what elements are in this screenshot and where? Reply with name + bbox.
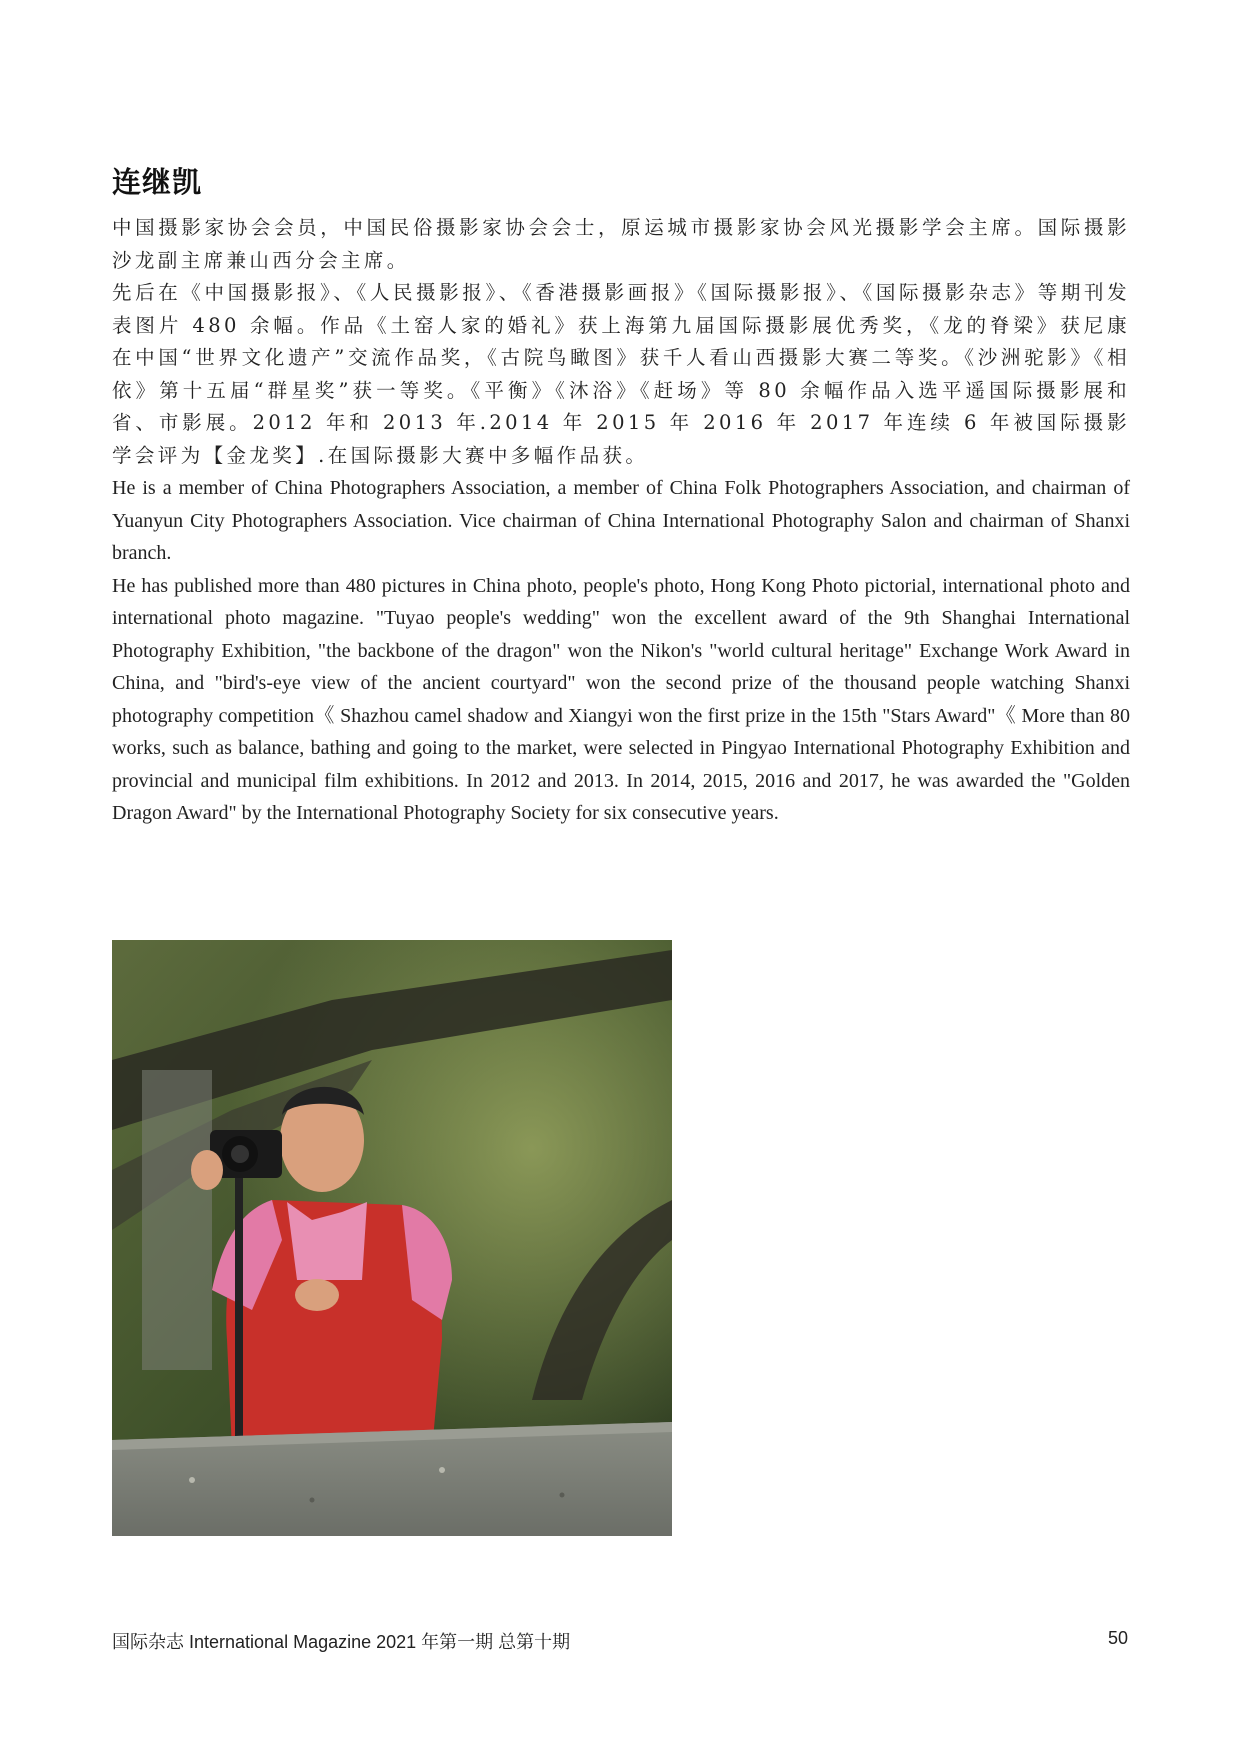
photographer-name-title: 连继凯 xyxy=(112,165,203,199)
bio-paragraph-en-2: He has published more than 480 pictures in China photo, people's photo, Hong Kong Photo pictorial, international photo and international photo magazine. "Tuyao people's wedding" won the excellent award of the 9th Shanghai International Photography Exhibition, "the backbone of the dragon" won the Nikon's "world cultural heritage" Exchange Work Award in China, and "bird's-eye view of the ancient courtyard" won the second prize of the thousand people watching Shanxi photography competition《 Shazhou camel shadow and Xiangyi won the first prize in the 15th "Stars Award"《 More than 80 works, such as balance, bathing and going to the market, were selected in Pingyao International Photography Exhibition and provincial and municipal film exhibitions. In 2012 and 2013. In 2014, 2015, 2016 and 2017, he was awarded the "Golden Dragon Award" by the International Photography Society for six consecutive years. xyxy=(112,574,1130,824)
footer-publication: 国际杂志 International Magazine 2021 年第一期 总第十期 xyxy=(112,1632,571,1652)
portrait-photo-graphic xyxy=(112,940,672,1536)
biography-text xyxy=(112,212,1130,830)
bio-paragraph-cn-2: 先后在《中国摄影报》、《人民摄影报》、《香港摄影画报》《国际摄影报》、《国际摄影杂志》等期刊发表图片 480 余幅。作品《土窑人家的婚礼》获上海第九届国际摄影展优秀奖，《龙的脊梁》获尼康在中国“世界文化遗产”交流作品奖，《古院鸟瞰图》获千人看山西摄影大赛二等奖。《沙洲驼影》《相依》第十五届“群星奖”获一等奖。《平衡》《沐浴》《赶场》等 80 余幅作品入选平遥国际摄影展和省、市影展。2012 年和 2013 年.2014 年 2015 年 2016 年 2017 年连续 6 年被国际摄影学会评为【金龙奖】.在国际摄影大赛中多幅作品获。 xyxy=(112,281,1130,467)
footer-page-number: 50 xyxy=(1107,1628,1128,1648)
bio-paragraph-en-1: He is a member of China Photographers Association, a member of China Folk Photographers Association, and chairman of Yuanyun City Photographers Association. Vice chairman of China International Photography Salon and chairman of Shanxi branch. xyxy=(112,477,1130,564)
bio-paragraph-cn-1: 中国摄影家协会会员，中国民俗摄影家协会会士，原运城市摄影家协会风光摄影学会主席。国际摄影沙龙副主席兼山西分会主席。 xyxy=(112,216,1130,272)
portrait-photo xyxy=(112,940,672,1536)
